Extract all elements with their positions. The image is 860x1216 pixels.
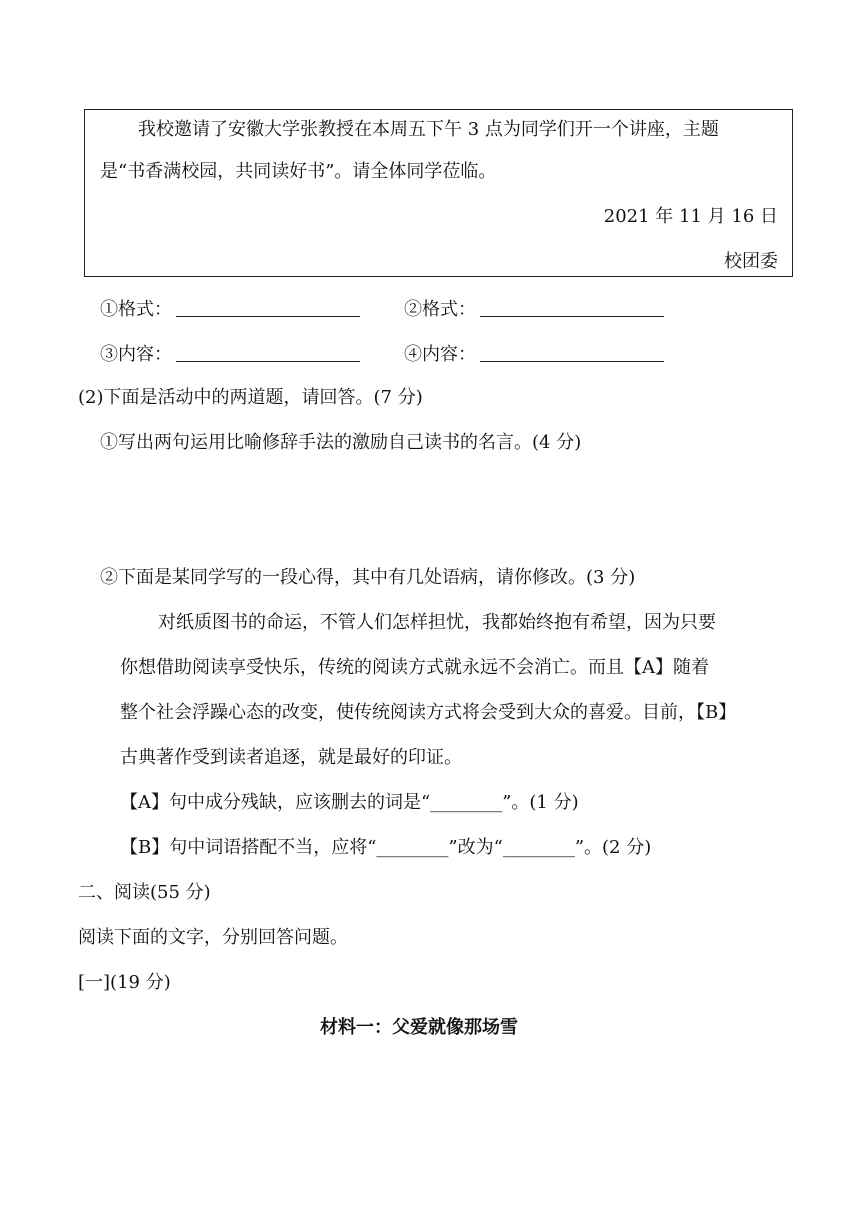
- section-2-instruction: 阅读下面的文字，分别回答问题。: [78, 927, 348, 948]
- question-2-heading: (2)下面是活动中的两道题，请回答。(7 分): [78, 387, 423, 408]
- answer-a: 【A】句中成分残缺，应该删去的词是“________”。(1 分): [120, 792, 579, 813]
- content-label-4: ④内容：: [404, 344, 476, 365]
- paragraph-line-3: 整个社会浮躁心态的改变，使传统阅读方式将会受到大众的喜爱。目前，【B】: [120, 702, 737, 723]
- format-label-1: ①格式：: [100, 299, 172, 320]
- content-field-4: [404, 341, 664, 367]
- notice-signer: 校团委: [724, 251, 778, 272]
- material-title: 材料一：父爱就像那场雪: [320, 1017, 518, 1038]
- section-2-heading: 二、阅读(55 分): [78, 882, 211, 903]
- question-2-sub-2: ②下面是某同学写的一段心得，其中有几处语病，请你修改。(3 分): [100, 567, 636, 588]
- content-blank-4[interactable]: [480, 341, 664, 362]
- content-blank-3[interactable]: [176, 341, 360, 362]
- paragraph-line-2: 你想借助阅读享受快乐，传统的阅读方式就永远不会消亡。而且【A】随着: [120, 657, 709, 678]
- format-field-1: [100, 296, 360, 322]
- format-label-2: ②格式：: [404, 299, 476, 320]
- content-field-3: [100, 341, 360, 367]
- paragraph-line-1: 对纸质图书的命运，不管人们怎样担忧，我都始终抱有希望，因为只要: [158, 612, 716, 633]
- content-label-3: ③内容：: [100, 344, 172, 365]
- notice-line-1: 我校邀请了安徽大学张教授在本周五下午 3 点为同学们开一个讲座，主题: [138, 119, 719, 140]
- notice-line-2: 是“书香满校园，共同读好书”。请全体同学莅临。: [100, 161, 497, 182]
- section-2-part: [一](19 分): [78, 972, 171, 993]
- question-2-sub-1: ①写出两句运用比喻修辞手法的激励自己读书的名言。(4 分): [100, 432, 582, 453]
- format-field-2: [404, 296, 664, 322]
- format-blank-2[interactable]: [480, 296, 664, 317]
- answer-b: 【B】句中词语搭配不当，应将“________”改为“________”。(2 分): [120, 837, 652, 858]
- notice-date: 2021 年 11 月 16 日: [603, 206, 778, 227]
- format-blank-1[interactable]: [176, 296, 360, 317]
- paragraph-line-4: 古典著作受到读者追逐，就是最好的印证。: [120, 747, 462, 768]
